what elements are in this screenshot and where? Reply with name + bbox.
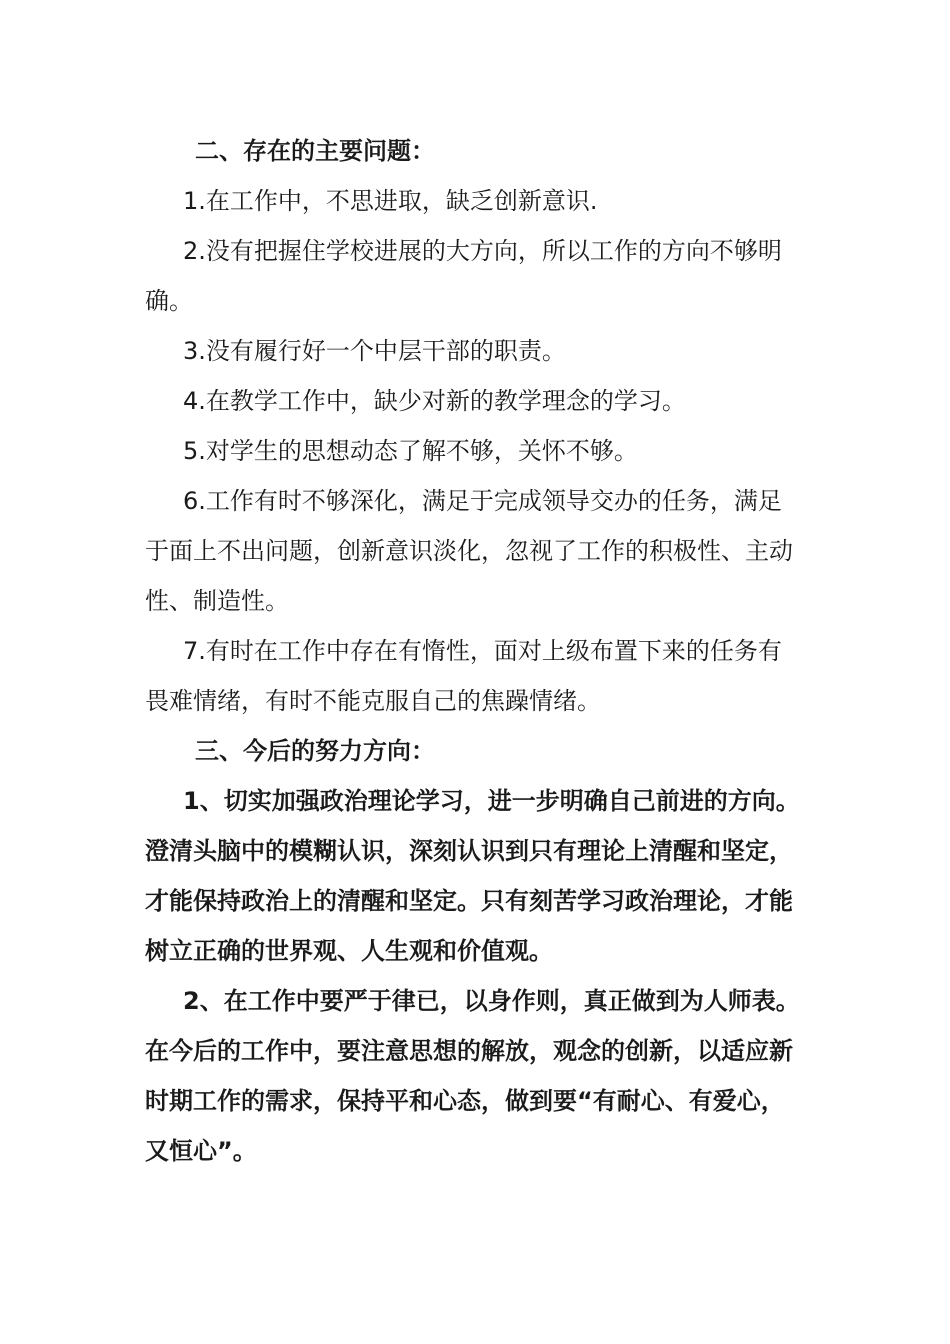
direction-item-2: 2、在工作中要严于律已，以身作则，真正做到为人师表。在今后的工作中，要注意思想的解放，观念的创新，以适应新时期工作的需求，保持平和心态，做到要“有耐心、有爱心，又恒心”。	[145, 987, 800, 1165]
section-heading-problems: 二、存在的主要问题：	[195, 137, 435, 165]
direction-item-1: 1、切实加强政治理论学习，进一步明确自己前进的方向。澄清头脑中的模糊认识，深刻认识到只有理论上清醒和坚定，才能保持政治上的清醒和坚定。只有刻苦学习政治理论，才能树立正确的世界观、人生观和价值观。	[145, 787, 800, 965]
problem-item-7: 7.有时在工作中存在有惰性，面对上级布置下来的任务有畏难情绪，有时不能克服自己的焦躁情绪。	[145, 637, 782, 715]
problem-item-6: 6.工作有时不够深化，满足于完成领导交办的任务，满足于面上不出问题，创新意识淡化，忽视了工作的积极性、主动性、制造性。	[145, 487, 793, 615]
section-heading-directions: 三、今后的努力方向：	[195, 737, 435, 765]
document-body	[145, 126, 805, 1176]
problem-item-4: 4.在教学工作中，缺少对新的教学理念的学习。	[183, 387, 686, 415]
problem-item-5: 5.对学生的思想动态了解不够，关怀不够。	[183, 437, 638, 465]
problem-item-2: 2.没有把握住学校进展的大方向，所以工作的方向不够明确。	[145, 237, 782, 315]
problem-item-1: 1.在工作中，不思进取，缺乏创新意识.	[183, 187, 598, 215]
problem-item-3: 3.没有履行好一个中层干部的职责。	[183, 337, 566, 365]
